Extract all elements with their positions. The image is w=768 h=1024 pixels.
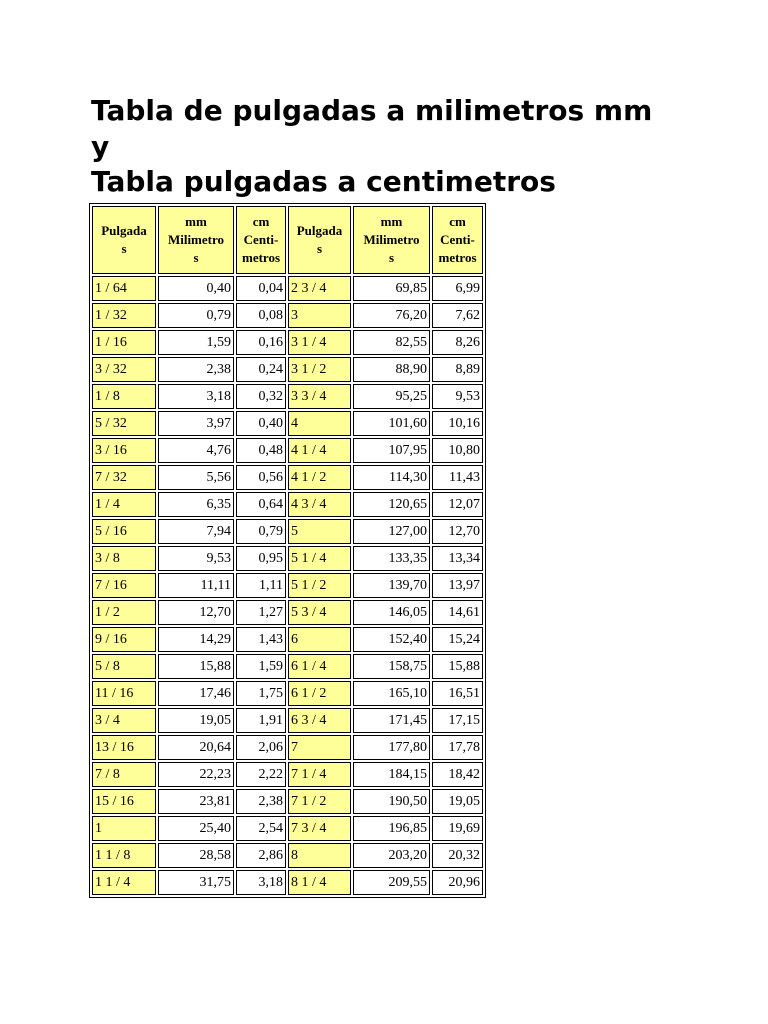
header-row <box>92 206 483 274</box>
cm-cell: 10,80 <box>432 438 483 463</box>
mm-cell: 190,50 <box>353 789 430 814</box>
inch-cell: 7 1 / 2 <box>288 789 351 814</box>
header-text: Centi- <box>440 232 475 247</box>
header-text: s <box>316 241 323 256</box>
mm-cell: 184,15 <box>353 762 430 787</box>
cm-cell: 16,51 <box>432 681 483 706</box>
inch-cell: 4 1 / 4 <box>288 438 351 463</box>
inch-cell: 6 <box>288 627 351 652</box>
inch-cell: 6 1 / 2 <box>288 681 351 706</box>
mm-cell: 0,40 <box>158 276 234 301</box>
inch-cell: 8 1 / 4 <box>288 870 351 895</box>
mm-cell: 3,18 <box>158 384 234 409</box>
mm-cell: 158,75 <box>353 654 430 679</box>
mm-cell: 171,45 <box>353 708 430 733</box>
header-text: Centi- <box>243 232 279 247</box>
mm-cell: 196,85 <box>353 816 430 841</box>
cm-cell: 0,04 <box>236 276 286 301</box>
table-row <box>92 276 483 301</box>
mm-cell: 14,29 <box>158 627 234 652</box>
cm-cell: 7,62 <box>432 303 483 328</box>
cm-cell: 1,59 <box>236 654 286 679</box>
page-title-line-2: y <box>91 130 110 163</box>
header-pulgadas-1 <box>92 206 156 274</box>
inch-cell: 5 1 / 4 <box>288 546 351 571</box>
table-row <box>92 492 483 517</box>
mm-cell: 114,30 <box>353 465 430 490</box>
mm-cell: 165,10 <box>353 681 430 706</box>
cm-cell: 11,43 <box>432 465 483 490</box>
cm-cell: 6,99 <box>432 276 483 301</box>
inch-cell: 7 1 / 4 <box>288 762 351 787</box>
inch-cell: 5 / 16 <box>92 519 156 544</box>
header-text: s <box>388 250 395 265</box>
table-row <box>92 762 483 787</box>
mm-cell: 209,55 <box>353 870 430 895</box>
mm-cell: 12,70 <box>158 600 234 625</box>
cm-cell: 13,97 <box>432 573 483 598</box>
table-row <box>92 789 483 814</box>
inch-cell: 5 3 / 4 <box>288 600 351 625</box>
inch-cell: 1 / 4 <box>92 492 156 517</box>
cm-cell: 0,08 <box>236 303 286 328</box>
inch-cell: 1 / 2 <box>92 600 156 625</box>
mm-cell: 15,88 <box>158 654 234 679</box>
page-title-line-3: Tabla pulgadas a centimetros <box>91 165 556 198</box>
mm-cell: 146,05 <box>353 600 430 625</box>
cm-cell: 0,40 <box>236 411 286 436</box>
mm-cell: 82,55 <box>353 330 430 355</box>
table-row <box>92 438 483 463</box>
inch-cell: 3 / 16 <box>92 438 156 463</box>
header-cm-2 <box>432 206 483 274</box>
header-text: mm <box>185 214 207 229</box>
inch-cell: 1 / 16 <box>92 330 156 355</box>
table-row <box>92 357 483 382</box>
cm-cell: 1,43 <box>236 627 286 652</box>
mm-cell: 0,79 <box>158 303 234 328</box>
mm-cell: 19,05 <box>158 708 234 733</box>
table-row <box>92 708 483 733</box>
cm-cell: 15,24 <box>432 627 483 652</box>
inch-cell: 4 1 / 2 <box>288 465 351 490</box>
table-row <box>92 546 483 571</box>
inch-cell: 6 1 / 4 <box>288 654 351 679</box>
header-text: s <box>193 250 199 265</box>
table-row <box>92 411 483 436</box>
inch-cell: 1 / 32 <box>92 303 156 328</box>
header-text: Pulgada <box>101 223 147 238</box>
inch-cell: 3 <box>288 303 351 328</box>
mm-cell: 76,20 <box>353 303 430 328</box>
cm-cell: 18,42 <box>432 762 483 787</box>
inch-cell: 2 3 / 4 <box>288 276 351 301</box>
cm-cell: 19,69 <box>432 816 483 841</box>
table-row <box>92 627 483 652</box>
cm-cell: 1,91 <box>236 708 286 733</box>
cm-cell: 3,18 <box>236 870 286 895</box>
mm-cell: 139,70 <box>353 573 430 598</box>
mm-cell: 22,23 <box>158 762 234 787</box>
mm-cell: 152,40 <box>353 627 430 652</box>
inch-cell: 5 / 8 <box>92 654 156 679</box>
inch-cell: 7 / 8 <box>92 762 156 787</box>
inch-cell: 6 3 / 4 <box>288 708 351 733</box>
cm-cell: 1,75 <box>236 681 286 706</box>
cm-cell: 2,22 <box>236 762 286 787</box>
table-row <box>92 600 483 625</box>
table-header <box>92 206 483 274</box>
table-row <box>92 330 483 355</box>
cm-cell: 0,32 <box>236 384 286 409</box>
table-row <box>92 465 483 490</box>
table-row <box>92 870 483 895</box>
header-text: Milimetro <box>363 232 420 247</box>
cm-cell: 0,48 <box>236 438 286 463</box>
inch-cell: 3 / 4 <box>92 708 156 733</box>
mm-cell: 31,75 <box>158 870 234 895</box>
cm-cell: 1,11 <box>236 573 286 598</box>
page-title-line-1: Tabla de pulgadas a milimetros mm <box>91 94 653 127</box>
mm-cell: 6,35 <box>158 492 234 517</box>
cm-cell: 0,95 <box>236 546 286 571</box>
cm-cell: 20,32 <box>432 843 483 868</box>
header-text: s <box>121 241 127 256</box>
cm-cell: 0,56 <box>236 465 286 490</box>
inch-cell: 1 <box>92 816 156 841</box>
inch-cell: 7 / 16 <box>92 573 156 598</box>
inch-cell: 1 / 64 <box>92 276 156 301</box>
header-text: Milimetro <box>167 232 225 247</box>
header-cm-1 <box>236 206 286 274</box>
cm-cell: 1,27 <box>236 600 286 625</box>
inch-cell: 3 1 / 4 <box>288 330 351 355</box>
inch-cell: 7 3 / 4 <box>288 816 351 841</box>
cm-cell: 12,07 <box>432 492 483 517</box>
mm-cell: 7,94 <box>158 519 234 544</box>
inch-cell: 9 / 16 <box>92 627 156 652</box>
mm-cell: 23,81 <box>158 789 234 814</box>
mm-cell: 2,38 <box>158 357 234 382</box>
header-mm-2 <box>353 206 430 274</box>
mm-cell: 203,20 <box>353 843 430 868</box>
mm-cell: 101,60 <box>353 411 430 436</box>
inch-cell: 1 1 / 4 <box>92 870 156 895</box>
cm-cell: 20,96 <box>432 870 483 895</box>
cm-cell: 14,61 <box>432 600 483 625</box>
mm-cell: 133,35 <box>353 546 430 571</box>
table-row <box>92 654 483 679</box>
header-text: metros <box>438 250 477 265</box>
inch-cell: 13 / 16 <box>92 735 156 760</box>
table-row <box>92 303 483 328</box>
mm-cell: 88,90 <box>353 357 430 382</box>
inch-cell: 3 3 / 4 <box>288 384 351 409</box>
mm-cell: 4,76 <box>158 438 234 463</box>
mm-cell: 17,46 <box>158 681 234 706</box>
table-row <box>92 735 483 760</box>
header-mm-1 <box>158 206 234 274</box>
cm-cell: 19,05 <box>432 789 483 814</box>
cm-cell: 0,64 <box>236 492 286 517</box>
cm-cell: 10,16 <box>432 411 483 436</box>
table-row <box>92 816 483 841</box>
header-text: metros <box>241 250 281 265</box>
cm-cell: 17,15 <box>432 708 483 733</box>
inch-cell: 1 / 8 <box>92 384 156 409</box>
mm-cell: 20,64 <box>158 735 234 760</box>
cm-cell: 2,38 <box>236 789 286 814</box>
table-body <box>92 276 483 895</box>
inch-cell: 7 <box>288 735 351 760</box>
inch-cell: 8 <box>288 843 351 868</box>
cm-cell: 0,79 <box>236 519 286 544</box>
mm-cell: 69,85 <box>353 276 430 301</box>
mm-cell: 9,53 <box>158 546 234 571</box>
cm-cell: 9,53 <box>432 384 483 409</box>
mm-cell: 177,80 <box>353 735 430 760</box>
cm-cell: 17,78 <box>432 735 483 760</box>
mm-cell: 127,00 <box>353 519 430 544</box>
inch-cell: 3 / 32 <box>92 357 156 382</box>
table-row <box>92 843 483 868</box>
table-row <box>92 573 483 598</box>
table-row <box>92 519 483 544</box>
inch-cell: 3 1 / 2 <box>288 357 351 382</box>
table-row <box>92 384 483 409</box>
cm-cell: 13,34 <box>432 546 483 571</box>
mm-cell: 11,11 <box>158 573 234 598</box>
mm-cell: 1,59 <box>158 330 234 355</box>
cm-cell: 8,89 <box>432 357 483 382</box>
mm-cell: 95,25 <box>353 384 430 409</box>
cm-cell: 8,26 <box>432 330 483 355</box>
inch-cell: 1 1 / 8 <box>92 843 156 868</box>
mm-cell: 28,58 <box>158 843 234 868</box>
inch-cell: 4 3 / 4 <box>288 492 351 517</box>
header-text: Pulgada <box>296 223 343 238</box>
cm-cell: 0,16 <box>236 330 286 355</box>
mm-cell: 3,97 <box>158 411 234 436</box>
mm-cell: 25,40 <box>158 816 234 841</box>
table-row <box>92 681 483 706</box>
cm-cell: 2,06 <box>236 735 286 760</box>
inch-cell: 11 / 16 <box>92 681 156 706</box>
inch-cell: 7 / 32 <box>92 465 156 490</box>
mm-cell: 120,65 <box>353 492 430 517</box>
header-pulgadas-2 <box>288 206 351 274</box>
mm-cell: 5,56 <box>158 465 234 490</box>
inch-cell: 15 / 16 <box>92 789 156 814</box>
cm-cell: 2,54 <box>236 816 286 841</box>
inch-cell: 3 / 8 <box>92 546 156 571</box>
inch-cell: 5 1 / 2 <box>288 573 351 598</box>
inch-cell: 5 <box>288 519 351 544</box>
cm-cell: 15,88 <box>432 654 483 679</box>
header-text: mm <box>380 214 403 229</box>
inch-cell: 5 / 32 <box>92 411 156 436</box>
cm-cell: 2,86 <box>236 843 286 868</box>
header-text: cm <box>449 214 466 229</box>
header-text: cm <box>252 214 270 229</box>
cm-cell: 12,70 <box>432 519 483 544</box>
cm-cell: 0,24 <box>236 357 286 382</box>
inch-cell: 4 <box>288 411 351 436</box>
conversion-table <box>89 203 486 898</box>
mm-cell: 107,95 <box>353 438 430 463</box>
